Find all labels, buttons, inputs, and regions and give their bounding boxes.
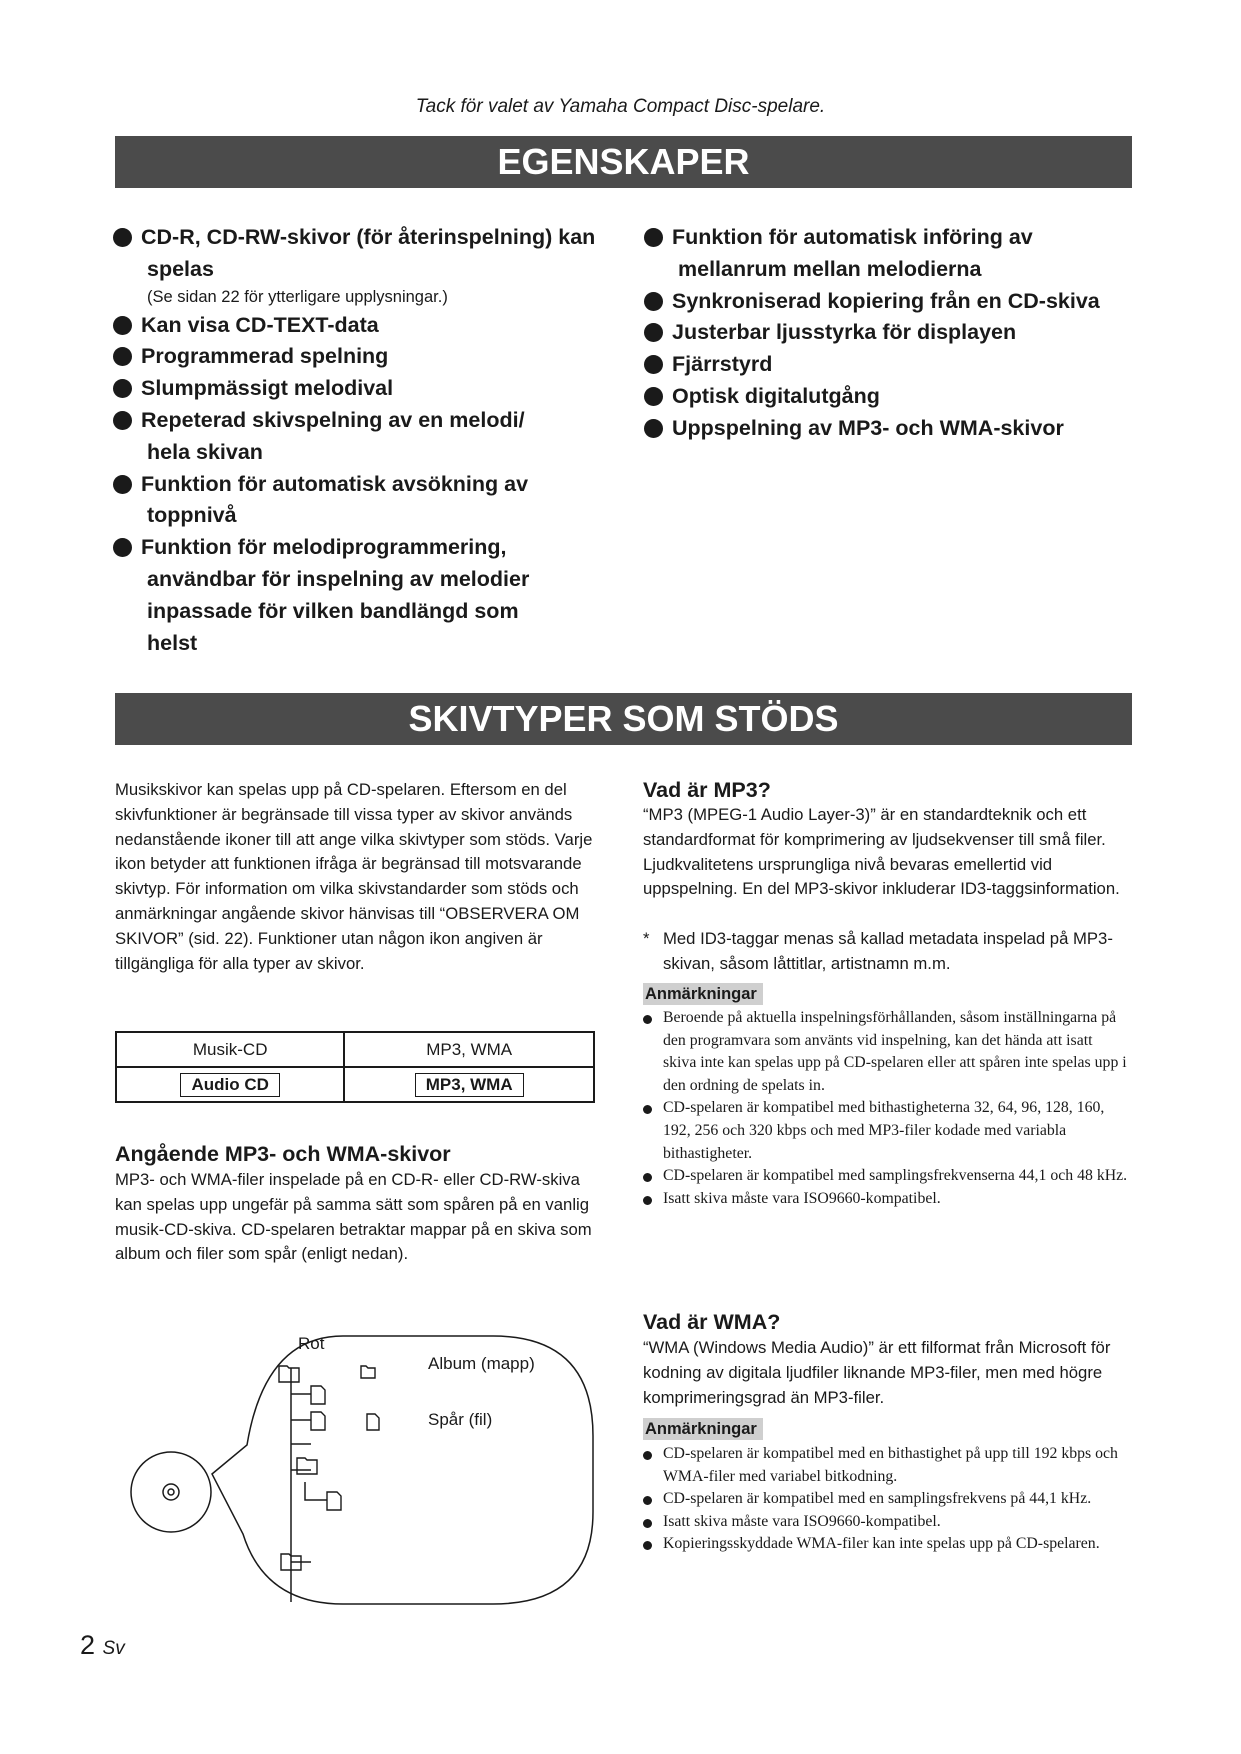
mp3-wma-heading: Angående MP3- och WMA-skivor — [115, 1142, 451, 1166]
section-banner-features: EGENSKAPER — [115, 136, 1132, 188]
bullet-icon — [113, 347, 132, 366]
bullet-icon — [643, 1451, 652, 1460]
features-list-right — [644, 222, 1134, 445]
feature-subnote: (Se sidan 22 för ytterligare upplysningar.) — [147, 287, 448, 306]
bullet-icon — [113, 316, 132, 335]
wma-notes-list — [643, 1443, 1128, 1556]
mp3-notes-list — [643, 1007, 1128, 1210]
table-header-cell: Musik-CD — [116, 1032, 344, 1067]
audio-cd-icon: Audio CD — [180, 1073, 279, 1097]
bullet-icon — [643, 1496, 652, 1505]
note-item: CD-spelaren är kompatibel med en samplingsfrekvens på 44,1 kHz. — [643, 1488, 1128, 1511]
table-icon-cell — [344, 1067, 594, 1102]
speech-bubble-outline — [212, 1336, 593, 1604]
table-header-cell: MP3, WMA — [344, 1032, 594, 1067]
feature-item: Fjärrstyrd — [644, 349, 1134, 381]
bullet-icon — [113, 538, 132, 557]
footnote-text: Med ID3-taggar menas så kallad metadata inspelad på MP3-skivan, såsom låttitlar, artistnamn m.m. — [663, 929, 1113, 973]
feature-item: Funktion för melodiprogrammering, användbar för inspelning av melodier inpassade för vilken bandlängd som helst — [113, 532, 613, 659]
note-item: Isatt skiva måste vara ISO9660-kompatibel. — [643, 1511, 1128, 1534]
disc-hole — [168, 1489, 174, 1495]
section-banner-disc-types: SKIVTYPER SOM STÖDS — [115, 693, 1132, 745]
note-item: Isatt skiva måste vara ISO9660-kompatibel. — [643, 1188, 1128, 1211]
mp3-text: “MP3 (MPEG-1 Audio Layer-3)” är en standardteknik och ett standardformat för komprimering av ljudsekvenser till små filer. Ljudkvalitetens ursprungliga nivå bevaras emellertid vid uppspelning. En del MP3-skivor inkluderar ID3-taggsinformation. — [643, 805, 1120, 899]
language-code: Sv — [102, 1638, 125, 1659]
file-icon — [311, 1412, 325, 1430]
feature-item: Uppspelning av MP3- och WMA-skivor — [644, 413, 1134, 445]
folder-icon — [361, 1366, 375, 1378]
feature-item: Repeterad skivspelning av en melodi/ hela skivan — [113, 405, 613, 469]
bullet-icon — [113, 411, 132, 430]
bullet-icon — [643, 1173, 652, 1182]
file-icon — [367, 1414, 379, 1430]
feature-item: Justerbar ljusstyrka för displayen — [644, 317, 1134, 349]
feature-item: Slumpmässigt melodival — [113, 373, 613, 405]
feature-item: Optisk digitalutgång — [644, 381, 1134, 413]
bullet-icon — [644, 292, 663, 311]
tree-lines — [291, 1368, 327, 1602]
folder-icon — [279, 1366, 299, 1382]
bullet-icon — [644, 387, 663, 406]
folder-icon — [297, 1458, 317, 1474]
bullet-icon — [113, 228, 132, 247]
file-icon — [327, 1492, 341, 1510]
note-item: Kopieringsskyddade WMA-filer kan inte spelas upp på CD-spelaren. — [643, 1533, 1128, 1556]
table-icon-cell — [116, 1067, 344, 1102]
feature-item: Funktion för automatisk avsökning av toppnivå — [113, 469, 613, 533]
diagram-album-label: Album (mapp) — [428, 1354, 535, 1373]
mp3-wma-text: MP3- och WMA-filer inspelade på en CD-R- eller CD-RW-skiva kan spelas upp ungefär på samma sätt som spåren på en vanlig musik-CD-skiva. CD-spelaren betraktar mappar på en skiva som album och filer som spår (enligt nedan). — [115, 1170, 592, 1264]
note-item: CD-spelaren är kompatibel med samplingsfrekvenserna 44,1 och 48 kHz. — [643, 1165, 1128, 1188]
disc-inner — [163, 1484, 179, 1500]
note-item: CD-spelaren är kompatibel med bithastigheterna 32, 64, 96, 128, 160, 192, 256 och 320 kbps och med MP3-filer kodade med variabla bithastigheter. — [643, 1097, 1128, 1165]
note-item: CD-spelaren är kompatibel med en bithastighet på upp till 192 kbps och WMA-filer med variabel bitkodning. — [643, 1443, 1128, 1488]
feature-item: Programmerad spelning — [113, 341, 613, 373]
mp3-wma-icon: MP3, WMA — [415, 1073, 524, 1097]
diagram-track-label: Spår (fil) — [428, 1410, 493, 1429]
bullet-icon — [644, 355, 663, 374]
features-list-left — [113, 222, 613, 659]
file-icon — [311, 1386, 325, 1404]
wma-heading: Vad är WMA? — [643, 1310, 781, 1334]
bullet-icon — [644, 228, 663, 247]
notes-label: Anmärkningar — [643, 983, 763, 1005]
bullet-icon — [643, 1541, 652, 1550]
bullet-icon — [113, 475, 132, 494]
wma-text: “WMA (Windows Media Audio)” är ett filformat från Microsoft för kodning av digitala ljudfiler liknande MP3-filer, men med högre komprimeringsgrad än MP3-filer. — [643, 1338, 1111, 1407]
note-item: Beroende på aktuella inspelningsförhållanden, såsom inställningarna på den programvara som använts vid inspelning, kan det hända att isatt skiva inte kan spelas upp på CD-spelaren eller att spåren inte spelas upp i den ordning de spelats in. — [643, 1007, 1128, 1097]
mp3-heading: Vad är MP3? — [643, 778, 771, 802]
bullet-icon — [643, 1015, 652, 1024]
disc-types-intro: Musikskivor kan spelas upp på CD-spelaren. Eftersom en del skivfunktioner är begränsade till vissa typer av skivor används nedanstående ikoner till att ange vilka skivtyper som stöds. Varje ikon betyder att funktionen ifråga är begränsad till motsvarande skivtyp. För information om vilka skivstandarder som stöds och anmärkningar angående skivor hänvisas till “OBSERVERA OM SKIVOR” (sid. 22). Funktioner utan någon ikon angiven är tillgängliga för alla typer av skivor. — [115, 780, 593, 973]
diagram-root-label: Rot — [298, 1334, 325, 1353]
page-number: 2 Sv — [80, 1630, 125, 1660]
footnote-marker: * — [643, 929, 650, 948]
bullet-icon — [643, 1196, 652, 1205]
feature-item: CD-R, CD-RW-skivor (för återinspelning) kan spelas (Se sidan 22 för ytterligare upplysningar.) — [113, 222, 613, 308]
bullet-icon — [643, 1105, 652, 1114]
bullet-icon — [643, 1519, 652, 1528]
feature-item: Kan visa CD-TEXT-data — [113, 310, 613, 342]
disc-type-table — [115, 1031, 595, 1103]
intro-text: Tack för valet av Yamaha Compact Disc-spelare. — [415, 96, 826, 117]
bullet-icon — [644, 419, 663, 438]
disc-outer — [131, 1452, 211, 1532]
bullet-icon — [113, 379, 132, 398]
feature-item: Funktion för automatisk införing av mellanrum mellan melodierna — [644, 222, 1134, 286]
feature-item: Synkroniserad kopiering från en CD-skiva — [644, 286, 1134, 318]
notes-label: Anmärkningar — [643, 1418, 763, 1440]
bullet-icon — [644, 323, 663, 342]
